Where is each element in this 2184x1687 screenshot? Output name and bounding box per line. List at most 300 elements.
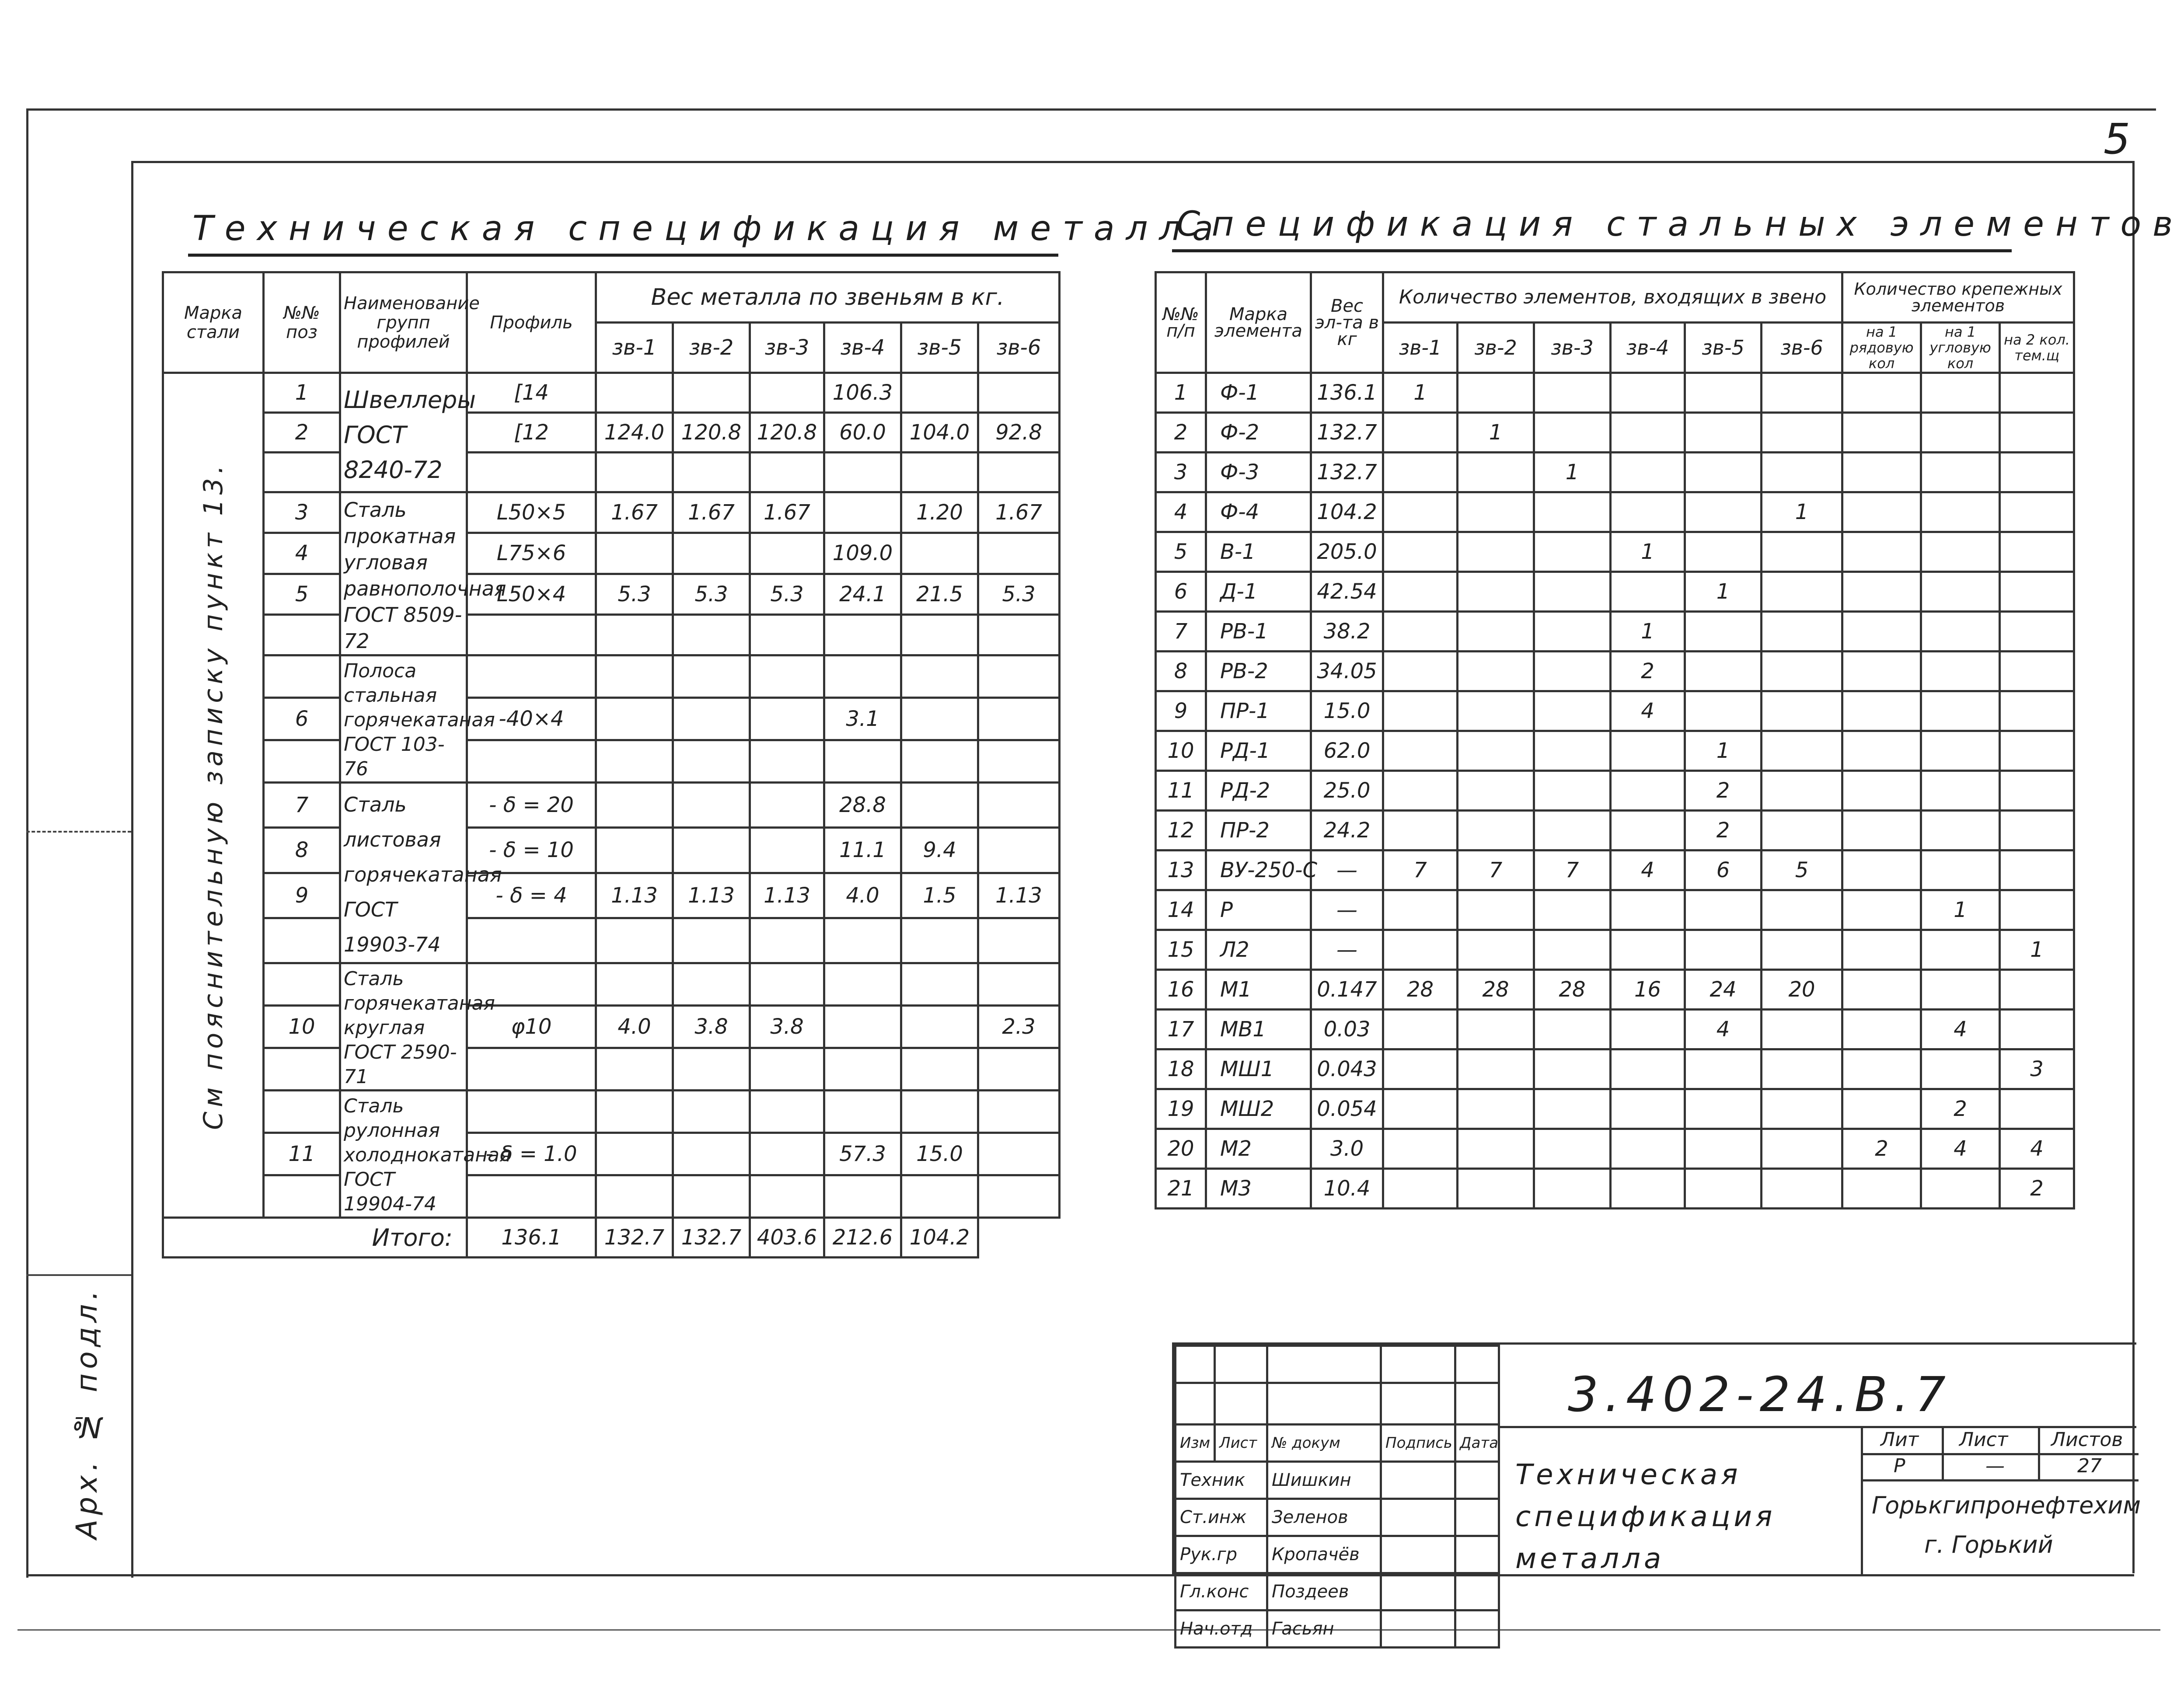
qty-cell xyxy=(1458,652,1534,691)
element-row xyxy=(1156,930,2074,970)
qty-cell xyxy=(1685,1129,1762,1169)
qty-cell xyxy=(1762,1089,1842,1129)
qty-cell: 24 xyxy=(1685,970,1762,1010)
profile xyxy=(467,740,596,783)
pos xyxy=(264,655,340,698)
profile xyxy=(467,453,596,492)
element-mark: РД-1 xyxy=(1206,731,1311,771)
cell xyxy=(978,918,1060,963)
qty-cell xyxy=(1611,1089,1685,1129)
cell xyxy=(750,828,824,873)
cell: 5.3 xyxy=(750,574,824,614)
qty-cell xyxy=(1685,413,1762,453)
qty-cell xyxy=(1383,930,1458,970)
element-weight: 205.0 xyxy=(1311,532,1383,572)
fastener-cell xyxy=(2000,731,2074,771)
group-name: Сталь рулонная холоднокатаная ГОСТ 19904-74 xyxy=(340,1091,467,1218)
cell xyxy=(596,373,673,413)
element-mark: М1 xyxy=(1206,970,1311,1010)
qty-cell xyxy=(1458,1129,1534,1169)
element-row xyxy=(1156,731,2074,771)
qty-cell xyxy=(1611,930,1685,970)
cell: 120.8 xyxy=(673,413,750,453)
element-mark: РВ-1 xyxy=(1206,612,1311,652)
element-weight: 24.2 xyxy=(1311,811,1383,850)
pos: 2 xyxy=(264,413,340,453)
pos xyxy=(264,963,340,1006)
cell xyxy=(596,533,673,574)
qty-cell xyxy=(1383,612,1458,652)
org-city: г. Горький xyxy=(1924,1531,2053,1558)
qty-cell xyxy=(1458,532,1534,572)
cell xyxy=(673,1133,750,1175)
fastener-cell xyxy=(1921,1169,2000,1209)
qty-cell xyxy=(1611,453,1685,492)
element-weight: 34.05 xyxy=(1311,652,1383,691)
cell: 109.0 xyxy=(824,533,901,574)
qty-cell xyxy=(1534,492,1611,532)
cell xyxy=(673,1091,750,1133)
qty-cell xyxy=(1383,691,1458,731)
qty-cell xyxy=(1458,771,1534,811)
fastener-cell xyxy=(1842,1010,1921,1049)
cell xyxy=(596,828,673,873)
margin-stamp-box xyxy=(26,831,131,1276)
qty-cell: 4 xyxy=(1685,1010,1762,1049)
pos: 11 xyxy=(264,1133,340,1175)
fastener-cell xyxy=(2000,652,2074,691)
qty-cell: 1 xyxy=(1685,572,1762,612)
row-num: 1 xyxy=(1156,373,1206,413)
cell xyxy=(596,655,673,698)
element-row xyxy=(1156,890,2074,930)
cell xyxy=(824,1006,901,1048)
cell xyxy=(978,828,1060,873)
group-name: Полоса стальная горячекатаная ГОСТ 103-76 xyxy=(340,655,467,783)
cell: 120.8 xyxy=(750,413,824,453)
hdr-steel-grade: Марка стали xyxy=(163,272,264,373)
cell xyxy=(750,918,824,963)
qty-cell xyxy=(1762,413,1842,453)
cell xyxy=(901,533,978,574)
qty-cell xyxy=(1685,890,1762,930)
element-weight: 136.1 xyxy=(1311,373,1383,413)
profile: φ10 xyxy=(467,1006,596,1048)
element-mark: М3 xyxy=(1206,1169,1311,1209)
cell xyxy=(750,533,824,574)
qty-cell xyxy=(1762,691,1842,731)
qty-cell xyxy=(1458,691,1534,731)
cell xyxy=(901,783,978,828)
fastener-cell xyxy=(1842,373,1921,413)
qty-cell xyxy=(1383,1089,1458,1129)
cell: 24.1 xyxy=(824,574,901,614)
element-mark: МШ2 xyxy=(1206,1089,1311,1129)
cell: 28.8 xyxy=(824,783,901,828)
qty-cell xyxy=(1534,1049,1611,1089)
pos: 7 xyxy=(264,783,340,828)
element-row xyxy=(1156,1129,2074,1169)
qty-cell xyxy=(1458,453,1534,492)
row-num: 2 xyxy=(1156,413,1206,453)
cell xyxy=(673,655,750,698)
profile: L75×6 xyxy=(467,533,596,574)
fastener-cell xyxy=(1842,890,1921,930)
row-num: 4 xyxy=(1156,492,1206,532)
frame-inner-top xyxy=(131,161,2134,163)
cell xyxy=(673,828,750,873)
fastener-cell xyxy=(1842,811,1921,850)
row-num: 12 xyxy=(1156,811,1206,850)
qty-cell xyxy=(1762,811,1842,850)
archive-stamp: Арх. № подл. xyxy=(70,1286,104,1539)
qty-cell xyxy=(1534,1010,1611,1049)
qty-cell xyxy=(1383,731,1458,771)
person: Гасьян xyxy=(1267,1610,1381,1648)
qty-cell xyxy=(1611,1169,1685,1209)
row-num: 3 xyxy=(1156,453,1206,492)
fastener-cell xyxy=(2000,811,2074,850)
qty-cell xyxy=(1383,652,1458,691)
qty-cell xyxy=(1762,1169,1842,1209)
hdr-col: зв-3 xyxy=(750,323,824,373)
row-num: 5 xyxy=(1156,532,1206,572)
fastener-cell xyxy=(2000,970,2074,1010)
cell xyxy=(978,783,1060,828)
row-num: 19 xyxy=(1156,1089,1206,1129)
fastener-cell xyxy=(2000,890,2074,930)
profile: - δ = 10 xyxy=(467,828,596,873)
qty-cell xyxy=(1762,1049,1842,1089)
meta-col-divider xyxy=(1942,1426,1944,1479)
group-name: Сталь горячекатаная круглая ГОСТ 2590-71 xyxy=(340,963,467,1091)
qty-cell xyxy=(1762,930,1842,970)
fastener-cell xyxy=(2000,1089,2074,1129)
fastener-cell xyxy=(1842,1089,1921,1129)
total-label: Итого: xyxy=(163,1218,467,1258)
steel-note-cell xyxy=(163,373,264,1218)
cell: 15.0 xyxy=(901,1133,978,1175)
cell xyxy=(824,1048,901,1091)
cell xyxy=(824,492,901,533)
total: 132.7 xyxy=(673,1218,750,1258)
fastener-cell xyxy=(1842,930,1921,970)
hdr-num: №№ п/п xyxy=(1156,272,1206,373)
qty-cell: 20 xyxy=(1762,970,1842,1010)
cell xyxy=(673,1048,750,1091)
element-mark: В-1 xyxy=(1206,532,1311,572)
element-row xyxy=(1156,492,2074,532)
hdr-col: зв-2 xyxy=(673,323,750,373)
cell xyxy=(750,963,824,1006)
qty-cell xyxy=(1383,1129,1458,1169)
person: Шишкин xyxy=(1267,1462,1381,1499)
cell xyxy=(673,533,750,574)
cell xyxy=(673,453,750,492)
group-name: Сталь прокатная угловая равнополочная ГОСТ 8509-72 xyxy=(340,492,467,655)
doc-code: 3.402-24.В.7 xyxy=(1568,1366,1952,1422)
row-num: 15 xyxy=(1156,930,1206,970)
cell xyxy=(596,1175,673,1218)
cell xyxy=(978,1175,1060,1218)
cell xyxy=(673,614,750,655)
cell: 1.20 xyxy=(901,492,978,533)
fastener-cell: 2 xyxy=(2000,1169,2074,1209)
hdr-col: зв-2 xyxy=(1458,323,1534,373)
cell: 5.3 xyxy=(596,574,673,614)
cell xyxy=(824,963,901,1006)
right-title-underline xyxy=(1172,249,2012,252)
cell xyxy=(750,783,824,828)
cell: 3.8 xyxy=(750,1006,824,1048)
hdr-profile: Профиль xyxy=(467,272,596,373)
qty-cell xyxy=(1383,453,1458,492)
profile xyxy=(467,614,596,655)
hdr-doc: № докум xyxy=(1267,1425,1381,1462)
cell xyxy=(750,1133,824,1175)
fastener-cell xyxy=(1842,612,1921,652)
qty-cell xyxy=(1383,413,1458,453)
qty-cell xyxy=(1383,1049,1458,1089)
qty-cell xyxy=(1685,532,1762,572)
element-row xyxy=(1156,373,2074,413)
cell xyxy=(978,614,1060,655)
profile xyxy=(467,655,596,698)
lit-value: Р xyxy=(1894,1455,1905,1477)
pos xyxy=(264,1048,340,1091)
element-mark: МВ1 xyxy=(1206,1010,1311,1049)
role: Ст.инж xyxy=(1176,1499,1267,1536)
qty-cell xyxy=(1458,572,1534,612)
qty-cell xyxy=(1534,532,1611,572)
qty-cell xyxy=(1534,1129,1611,1169)
element-weight: 42.54 xyxy=(1311,572,1383,612)
hdr-group-names: Наименование групп профилей xyxy=(340,272,467,373)
qty-cell: 1 xyxy=(1458,413,1534,453)
hdr-col: зв-3 xyxy=(1534,323,1611,373)
qty-cell xyxy=(1458,1089,1534,1129)
qty-cell: 1 xyxy=(1383,373,1458,413)
qty-cell xyxy=(1383,771,1458,811)
pos: 6 xyxy=(264,698,340,740)
cell xyxy=(673,740,750,783)
role: Гл.конс xyxy=(1176,1573,1267,1610)
signature xyxy=(1381,1536,1455,1573)
element-row xyxy=(1156,771,2074,811)
pos: 8 xyxy=(264,828,340,873)
profile: - δ = 20 xyxy=(467,783,596,828)
cell: 1.5 xyxy=(901,873,978,918)
cell xyxy=(673,783,750,828)
qty-cell xyxy=(1611,890,1685,930)
profile: [12 xyxy=(467,413,596,453)
sheet-label: Лист xyxy=(1959,1429,2008,1451)
total: 212.6 xyxy=(824,1218,901,1258)
profile xyxy=(467,1175,596,1218)
cell: 9.4 xyxy=(901,828,978,873)
pos xyxy=(264,918,340,963)
element-weight: 0.03 xyxy=(1311,1010,1383,1049)
group-name: Сталь листовая горячекатаная ГОСТ 19903-74 xyxy=(340,783,467,963)
qty-cell: 7 xyxy=(1383,850,1458,890)
hdr-col: зв-4 xyxy=(824,323,901,373)
cell: 5.3 xyxy=(673,574,750,614)
fastener-cell xyxy=(1842,1169,1921,1209)
hdr-col: зв-1 xyxy=(596,323,673,373)
element-weight: 38.2 xyxy=(1311,612,1383,652)
qty-cell xyxy=(1534,652,1611,691)
cell xyxy=(750,453,824,492)
cell xyxy=(596,963,673,1006)
role: Нач.отд xyxy=(1176,1610,1267,1648)
fastener-cell xyxy=(1921,930,2000,970)
cell xyxy=(596,1091,673,1133)
signature-table xyxy=(1174,1345,1500,1649)
cell: 1.13 xyxy=(596,873,673,918)
element-mark: Л2 xyxy=(1206,930,1311,970)
qty-cell xyxy=(1685,930,1762,970)
qty-cell: 6 xyxy=(1685,850,1762,890)
cell xyxy=(673,918,750,963)
cell xyxy=(824,614,901,655)
cell xyxy=(824,918,901,963)
fastener-cell: 4 xyxy=(1921,1010,2000,1049)
cell xyxy=(596,740,673,783)
element-row xyxy=(1156,413,2074,453)
cell xyxy=(596,614,673,655)
metal-spec-table xyxy=(162,271,1061,1258)
element-mark: ВУ-250-С xyxy=(1206,850,1311,890)
fastener-cell xyxy=(1921,453,2000,492)
element-weight: 0.147 xyxy=(1311,970,1383,1010)
qty-cell xyxy=(1611,811,1685,850)
hdr-weight: Вес эл-та в кг xyxy=(1311,272,1383,373)
cell xyxy=(901,1048,978,1091)
cell xyxy=(901,698,978,740)
element-mark: Ф-1 xyxy=(1206,373,1311,413)
fastener-cell xyxy=(1921,731,2000,771)
qty-cell xyxy=(1685,1049,1762,1089)
hdr-mark: Марка элемента xyxy=(1206,272,1311,373)
cell xyxy=(978,698,1060,740)
fastener-cell: 4 xyxy=(1921,1129,2000,1169)
element-row xyxy=(1156,691,2074,731)
cell xyxy=(901,373,978,413)
total: 136.1 xyxy=(467,1218,596,1258)
sheet-title: Техническая спецификация металла xyxy=(1515,1459,1776,1575)
row-num: 9 xyxy=(1156,691,1206,731)
qty-cell xyxy=(1762,731,1842,771)
qty-cell xyxy=(1685,1089,1762,1129)
pos: 1 xyxy=(264,373,340,413)
cell xyxy=(978,1091,1060,1133)
cell xyxy=(673,373,750,413)
element-weight: 132.7 xyxy=(1311,413,1383,453)
hdr-col: зв-5 xyxy=(901,323,978,373)
person: Зеленов xyxy=(1267,1499,1381,1536)
fastener-cell xyxy=(1842,413,1921,453)
qty-cell: 1 xyxy=(1762,492,1842,532)
fastener-cell xyxy=(1921,572,2000,612)
qty-cell xyxy=(1762,612,1842,652)
cell: 11.1 xyxy=(824,828,901,873)
fastener-cell xyxy=(2000,492,2074,532)
qty-cell xyxy=(1611,1049,1685,1089)
fastener-cell xyxy=(2000,373,2074,413)
cell xyxy=(824,1091,901,1133)
cell xyxy=(596,918,673,963)
qty-cell: 1 xyxy=(1611,612,1685,652)
cell xyxy=(750,1048,824,1091)
qty-cell xyxy=(1534,890,1611,930)
row-num: 7 xyxy=(1156,612,1206,652)
cell xyxy=(901,655,978,698)
total: 403.6 xyxy=(750,1218,824,1258)
fastener-cell: 4 xyxy=(2000,1129,2074,1169)
cell: 92.8 xyxy=(978,413,1060,453)
cell: 3.1 xyxy=(824,698,901,740)
cell xyxy=(750,698,824,740)
total: 104.2 xyxy=(901,1218,978,1258)
qty-cell xyxy=(1685,373,1762,413)
element-weight: 62.0 xyxy=(1311,731,1383,771)
fastener-cell xyxy=(1842,731,1921,771)
left-title-underline xyxy=(188,254,1058,257)
hdr-col: зв-5 xyxy=(1685,323,1762,373)
fastener-cell xyxy=(1921,413,2000,453)
fastener-cell xyxy=(1842,1049,1921,1089)
cell xyxy=(824,1175,901,1218)
row-num: 18 xyxy=(1156,1049,1206,1089)
fastener-cell: 1 xyxy=(1921,890,2000,930)
element-mark: ПР-1 xyxy=(1206,691,1311,731)
element-row xyxy=(1156,1089,2074,1129)
cell: 57.3 xyxy=(824,1133,901,1175)
group-name: Швеллеры ГОСТ 8240-72 xyxy=(340,373,467,492)
qty-cell xyxy=(1534,413,1611,453)
element-weight: 132.7 xyxy=(1311,453,1383,492)
cell xyxy=(901,1091,978,1133)
qty-cell xyxy=(1383,811,1458,850)
qty-cell: 28 xyxy=(1458,970,1534,1010)
qty-cell: 2 xyxy=(1611,652,1685,691)
qty-cell xyxy=(1762,532,1842,572)
role: Техник xyxy=(1176,1462,1267,1499)
hdr-fast-col: на 1 рядовую кол xyxy=(1842,323,1921,373)
qty-cell xyxy=(1611,373,1685,413)
element-weight: 104.2 xyxy=(1311,492,1383,532)
qty-cell xyxy=(1534,771,1611,811)
qty-cell xyxy=(1762,572,1842,612)
cell: 1.13 xyxy=(750,873,824,918)
qty-cell xyxy=(1383,492,1458,532)
profile xyxy=(467,1048,596,1091)
cell xyxy=(901,740,978,783)
fastener-cell xyxy=(1921,373,2000,413)
cell xyxy=(673,963,750,1006)
hdr-col: зв-6 xyxy=(978,323,1060,373)
qty-cell xyxy=(1458,731,1534,771)
fastener-cell xyxy=(2000,453,2074,492)
element-weight: 0.054 xyxy=(1311,1089,1383,1129)
element-mark: М2 xyxy=(1206,1129,1311,1169)
qty-cell xyxy=(1458,1010,1534,1049)
fastener-cell xyxy=(1921,492,2000,532)
role: Рук.гр xyxy=(1176,1536,1267,1573)
cell: 3.8 xyxy=(673,1006,750,1048)
row-num: 11 xyxy=(1156,771,1206,811)
fastener-cell xyxy=(1842,532,1921,572)
